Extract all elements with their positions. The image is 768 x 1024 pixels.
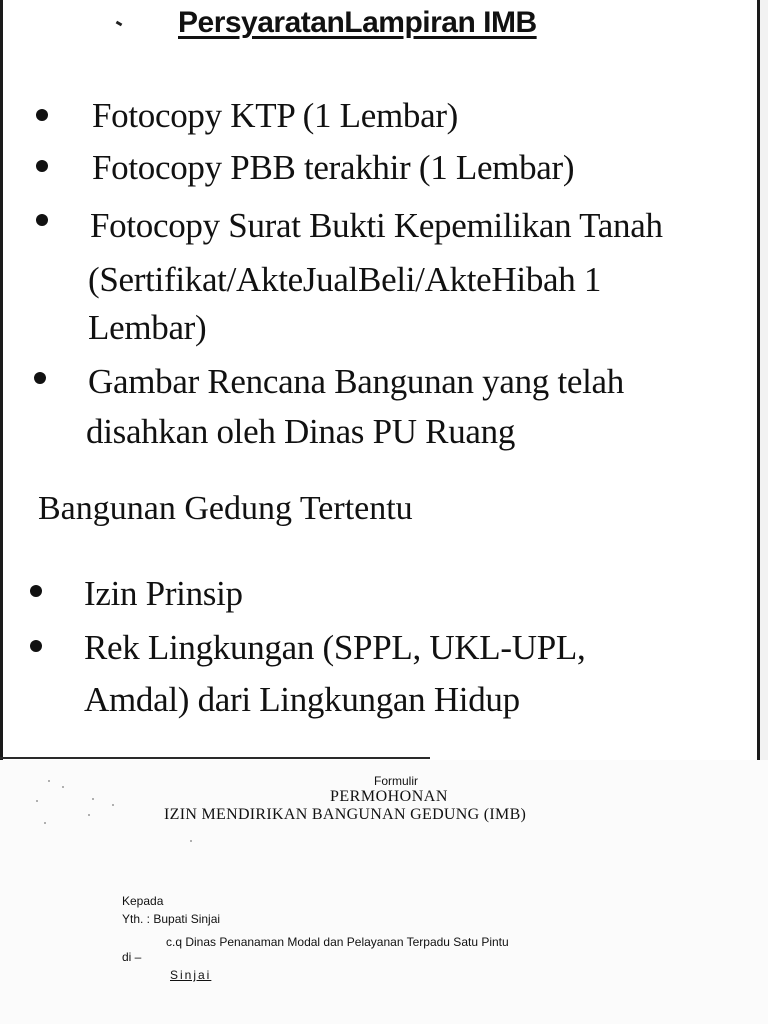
section-heading: Bangunan Gedung Tertentu [38, 490, 413, 527]
scan-dot [36, 800, 38, 802]
bullet-icon [30, 640, 42, 652]
scan-dot [92, 798, 94, 800]
requirement-line: Lembar) [88, 308, 207, 347]
addressee-location: Sinjai [170, 968, 212, 982]
scan-dot [48, 780, 50, 782]
requirement-line: Izin Prinsip [84, 574, 243, 613]
form-title: PERMOHONAN [330, 788, 448, 805]
requirement-line: Fotocopy Surat Bukti Kepemilikan Tanah [90, 206, 663, 245]
sheet-border-left [0, 0, 3, 760]
scan-dot [44, 822, 46, 824]
scan-dot [88, 814, 90, 816]
requirement-line: Fotocopy KTP (1 Lembar) [92, 96, 459, 135]
scan-dot [190, 840, 192, 842]
addressee-location-label: di – [122, 950, 142, 964]
bullet-icon [30, 585, 42, 597]
form-subtitle: IZIN MENDIRIKAN BANGUNAN GEDUNG (IMB) [164, 806, 527, 823]
bullet-icon [36, 160, 48, 172]
requirement-line: Fotocopy PBB terakhir (1 Lembar) [92, 148, 575, 187]
addressee-name: Yth. : Bupati Sinjai [122, 912, 221, 926]
addressee-label: Kepada [122, 894, 164, 908]
requirement-line: Gambar Rencana Bangunan yang telah [88, 362, 624, 401]
bullet-icon [36, 214, 48, 226]
scan-dot [112, 804, 114, 806]
requirement-line: disahkan oleh Dinas PU Ruang [86, 412, 516, 451]
bullet-icon [34, 372, 46, 384]
page-title: PersyaratanLampiran IMB [178, 6, 537, 39]
divider [0, 757, 430, 759]
requirement-line: Amdal) dari Lingkungan Hidup [84, 680, 520, 719]
requirement-line: Rek Lingkungan (SPPL, UKL-UPL, [84, 628, 586, 667]
scan-dot [62, 786, 64, 788]
addressee-office: c.q Dinas Penanaman Modal dan Pelayanan Terpadu Satu Pintu [166, 935, 509, 949]
requirement-line: (Sertifikat/AkteJualBeli/AkteHibah 1 [88, 260, 602, 299]
bullet-icon [36, 109, 48, 121]
sheet-edge [760, 0, 768, 760]
scan-speck [116, 21, 123, 27]
form-label: Formulir [374, 774, 418, 788]
